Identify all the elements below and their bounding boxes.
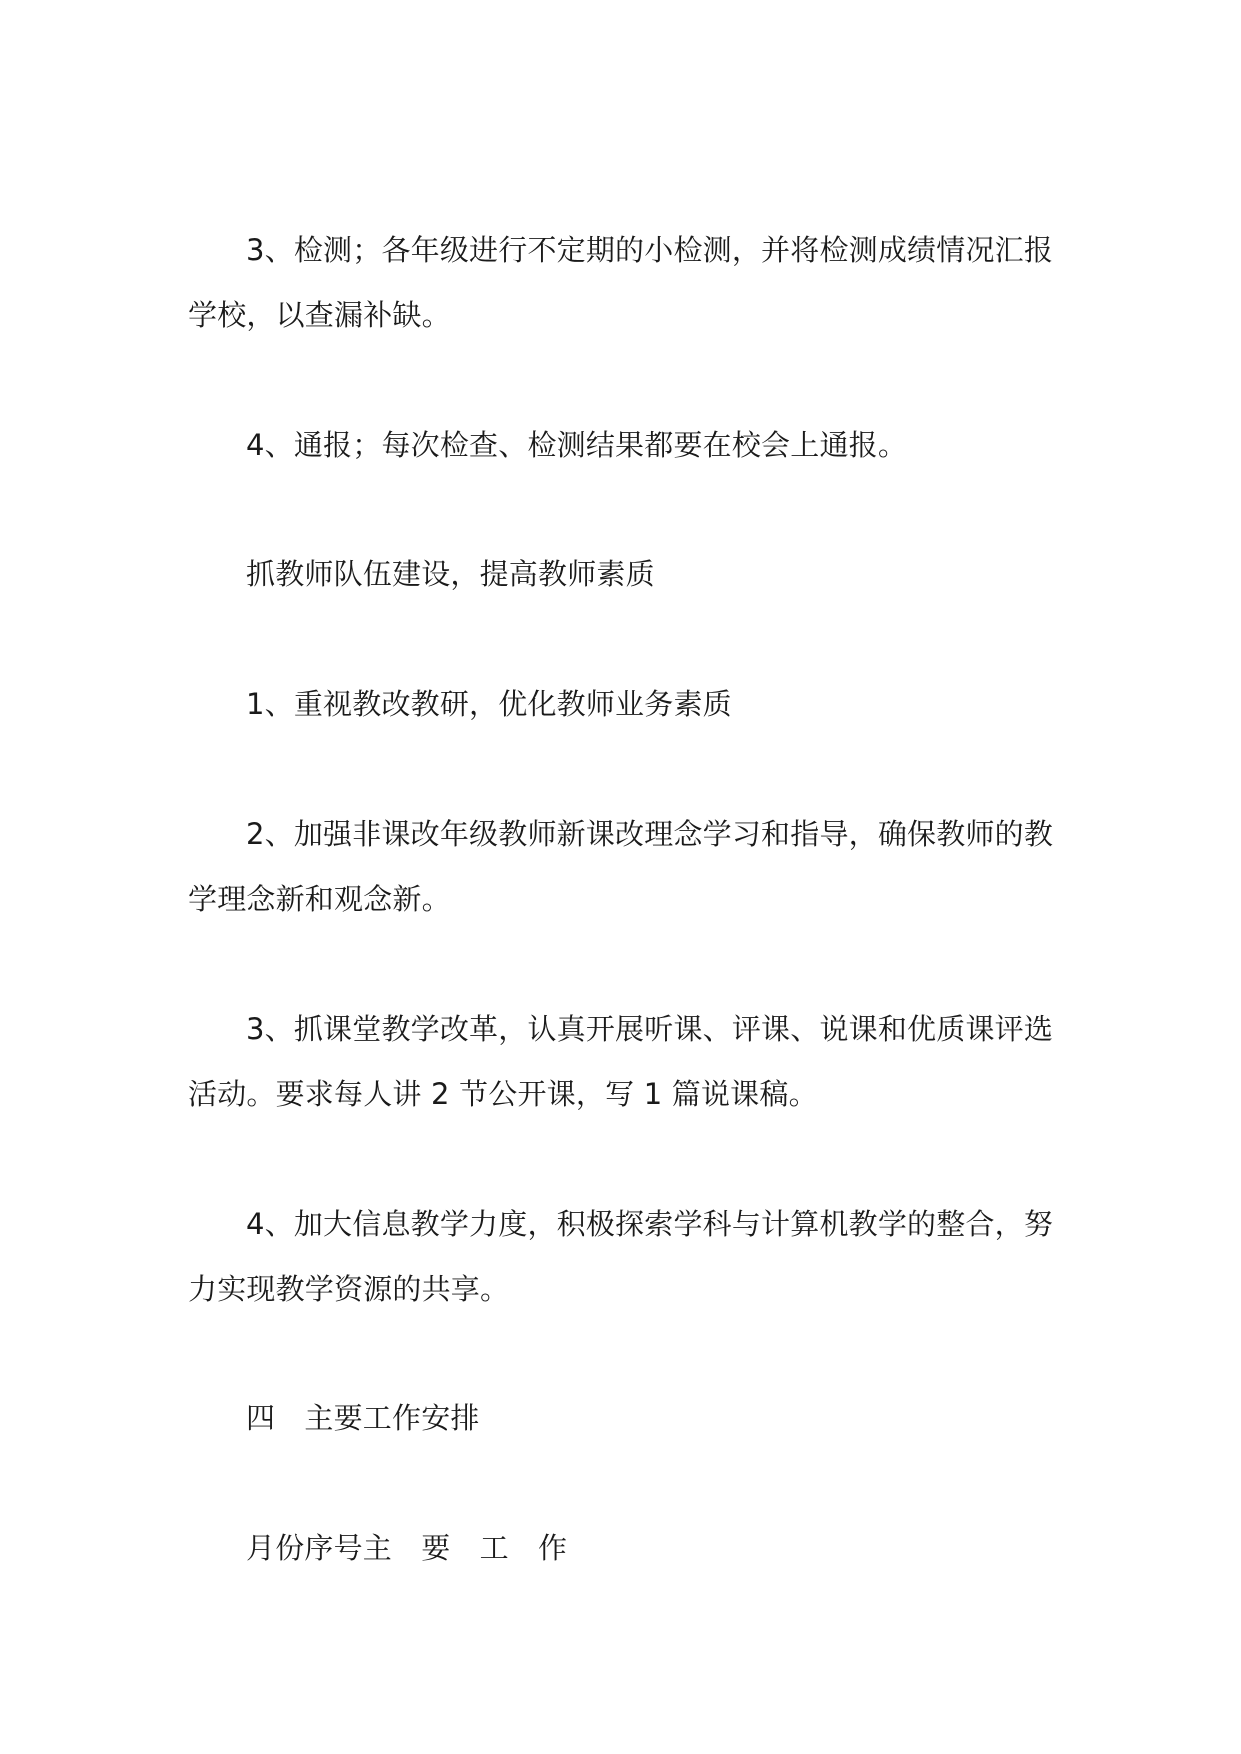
paragraph-testing: 3、检测；各年级进行不定期的小检测，并将检测成绩情况汇报学校，以查漏补缺。	[188, 233, 1054, 332]
paragraph-information-teaching: 4、加大信息教学力度，积极探索学科与计算机教学的整合，努力实现教学资源的共享。	[188, 1207, 1054, 1306]
paragraph-report: 4、通报；每次检查、检测结果都要在校会上通报。	[246, 428, 908, 462]
section-heading-work-arrangement: 四 主要工作安排	[246, 1401, 480, 1435]
paragraph-teaching-research: 1、重视教改教研，优化教师业务素质	[246, 687, 732, 721]
table-header-line: 月份序号主 要 工 作	[246, 1531, 568, 1565]
paragraph-new-curriculum: 2、加强非课改年级教师新课改理念学习和指导，确保教师的教学理念新和观念新。	[188, 817, 1054, 916]
section-heading-teacher-team: 抓教师队伍建设，提高教师素质	[246, 557, 655, 591]
paragraph-classroom-reform: 3、抓课堂教学改革，认真开展听课、评课、说课和优质课评选活动。要求每人讲 2 节公开课，写 1 篇说课稿。	[188, 1012, 1054, 1111]
